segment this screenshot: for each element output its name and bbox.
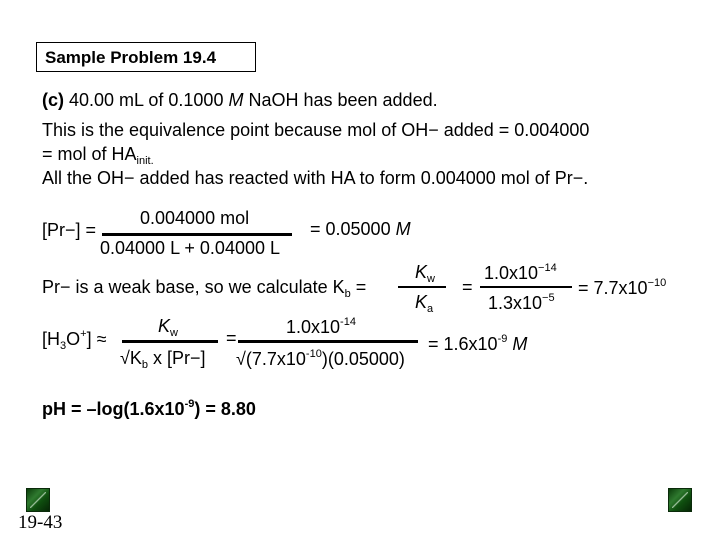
pr-conc-denominator: 0.04000 L + 0.04000 L bbox=[100, 238, 280, 258]
kb-equals-2: = bbox=[462, 277, 473, 297]
kw-ka-fraction-bar bbox=[398, 286, 446, 288]
intro-end: NaOH has been added. bbox=[243, 90, 438, 110]
h3o-result-unit: M bbox=[507, 334, 528, 354]
decorative-gem-icon bbox=[26, 488, 50, 512]
h3o-frac1-numerator bbox=[158, 316, 178, 339]
frac2-den-a: √(7.7x10 bbox=[236, 349, 306, 369]
mol-ha-text: = mol of HA bbox=[42, 144, 137, 164]
h3o-o: O bbox=[66, 329, 81, 349]
h3o-equals: = bbox=[226, 328, 237, 348]
ka-subscript: a bbox=[427, 303, 434, 315]
pr-conc-lhs: [Pr−] = bbox=[42, 220, 97, 240]
h3o-frac1-bar bbox=[122, 340, 218, 343]
kb-text: Pr− is a weak base, so we calculate K bbox=[42, 277, 345, 297]
h3o-result bbox=[428, 333, 527, 355]
ph-value: ) = 8.80 bbox=[194, 399, 256, 419]
h3o-frac2-numerator bbox=[286, 316, 356, 338]
kb-result-mantissa: = 7.7x10 bbox=[578, 278, 648, 298]
init-subscript: init. bbox=[136, 155, 154, 167]
slide-number: 19-43 bbox=[18, 512, 63, 533]
pr-conc-result bbox=[310, 219, 411, 240]
kb-subscript: b bbox=[344, 288, 351, 300]
kb-num-value bbox=[484, 262, 557, 284]
frac1-kw-subscript: w bbox=[170, 327, 178, 339]
ph-text: pH = –log(1.6x10 bbox=[42, 399, 185, 419]
h3o-h: [H bbox=[42, 329, 60, 349]
frac2-den-exponent: -10 bbox=[305, 348, 322, 360]
kb-den-exponent: −5 bbox=[542, 292, 555, 304]
kw-numerator bbox=[415, 262, 435, 285]
ka-symbol: K bbox=[415, 292, 428, 312]
frac2-den-b: )(0.05000) bbox=[321, 349, 405, 369]
ph-result bbox=[42, 398, 256, 420]
pr-conc-numerator: 0.004000 mol bbox=[140, 208, 250, 228]
kb-result bbox=[578, 277, 666, 299]
equivalence-line-2 bbox=[42, 144, 154, 167]
problem-title: Sample Problem 19.4 bbox=[36, 42, 256, 72]
h3o-frac2-bar bbox=[238, 340, 418, 343]
kb-value-fraction-bar bbox=[480, 286, 572, 288]
part-label: (c) bbox=[42, 90, 64, 110]
kw-symbol: K bbox=[415, 262, 428, 282]
kb-num-exponent: −14 bbox=[538, 262, 557, 274]
molarity-unit: M bbox=[228, 90, 244, 110]
h3o-subscript: 3 bbox=[60, 340, 67, 352]
frac1-kw-symbol: K bbox=[158, 316, 171, 336]
decorative-gem-icon bbox=[668, 488, 692, 512]
frac1-pr-conc: x [Pr−] bbox=[148, 348, 206, 368]
frac2-num-mantissa: 1.0x10 bbox=[286, 317, 341, 337]
kb-num-mantissa: 1.0x10 bbox=[484, 263, 539, 283]
h3o-approx: ] ≈ bbox=[86, 329, 107, 349]
h3o-result-mantissa: = 1.6x10 bbox=[428, 334, 498, 354]
kb-den-value bbox=[488, 292, 555, 314]
pr-conc-fraction-bar bbox=[102, 233, 292, 236]
kb-result-exponent: −10 bbox=[647, 277, 667, 289]
frac1-sqrt-kb: √K bbox=[120, 348, 142, 368]
h3o-lhs bbox=[42, 328, 106, 352]
frac2-num-exponent: -14 bbox=[340, 316, 356, 328]
ka-denominator bbox=[415, 292, 433, 315]
h3o-superscript: + bbox=[80, 328, 87, 340]
intro-text: 40.00 mL of 0.1000 bbox=[64, 90, 229, 110]
kb-den-mantissa: 1.3x10 bbox=[488, 293, 543, 313]
equivalence-line-1: This is the equivalence point because mol of OH− added = 0.004000 bbox=[42, 120, 590, 140]
frac1-kb-subscript: b bbox=[141, 359, 149, 371]
kb-equals: = bbox=[350, 277, 367, 297]
reacted-line: All the OH− added has reacted with HA to form 0.004000 mol of Pr−. bbox=[42, 168, 589, 188]
h3o-result-exponent: -9 bbox=[497, 333, 508, 345]
kw-subscript: w bbox=[427, 273, 435, 285]
kb-statement bbox=[42, 277, 366, 300]
h3o-frac2-denominator bbox=[236, 348, 405, 370]
pr-conc-unit: M bbox=[395, 219, 411, 239]
h3o-frac1-denominator bbox=[120, 348, 206, 371]
part-c-intro bbox=[42, 90, 438, 111]
ph-exponent: -9 bbox=[184, 398, 195, 410]
pr-conc-value: = 0.05000 bbox=[310, 219, 396, 239]
